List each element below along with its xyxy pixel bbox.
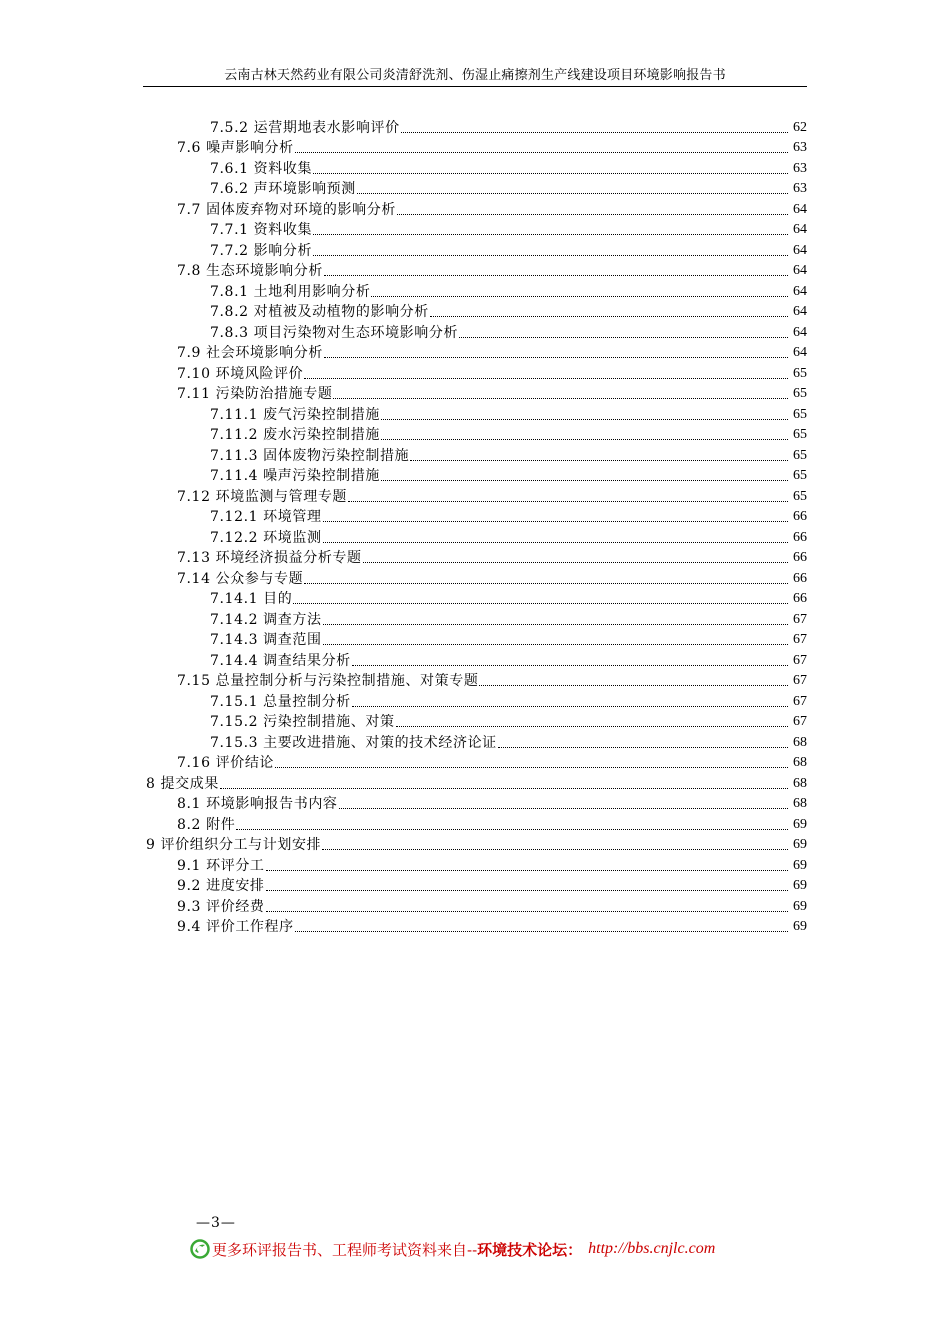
toc-entry-title: 7.11 污染防治措施专题 xyxy=(177,386,333,402)
toc-dot-leader xyxy=(236,829,788,830)
toc-entry-page: 66 xyxy=(793,550,807,565)
toc-entry-page: 66 xyxy=(793,570,807,586)
toc-entry[interactable] xyxy=(143,424,807,445)
toc-entry[interactable] xyxy=(143,526,807,547)
toc-dot-leader xyxy=(295,931,788,932)
toc-entry-title: 7.14.4 调查结果分析 xyxy=(210,652,351,669)
toc-dot-leader xyxy=(381,419,788,420)
toc-entry-title: 8 提交成果 xyxy=(146,775,219,792)
toc-entry-title: 7.8 生态环境影响分析 xyxy=(177,263,323,279)
toc-dot-leader xyxy=(313,255,788,256)
toc-entry-page: 67 xyxy=(793,652,807,668)
toc-entry-page: 67 xyxy=(793,693,807,709)
toc-entry-page: 66 xyxy=(793,591,807,606)
toc-dot-leader xyxy=(339,808,788,809)
page-number: —3— xyxy=(196,1215,236,1231)
toc-entry-title: 7.11.1 废气污染控制措施 xyxy=(210,406,380,423)
toc-entry-title: 7.12.1 环境管理 xyxy=(210,509,322,525)
toc-entry-title: 7.15.1 总量控制分析 xyxy=(210,693,351,710)
toc-entry-title: 7.11.3 固体废物污染控制措施 xyxy=(210,447,410,464)
toc-dot-leader xyxy=(357,193,788,194)
toc-entry-page: 68 xyxy=(793,755,807,770)
toc-entry-page: 65 xyxy=(793,386,807,401)
toc-dot-leader xyxy=(479,685,788,686)
toc-entry-title: 7.9 社会环境影响分析 xyxy=(177,345,323,361)
toc-entry[interactable] xyxy=(143,629,807,650)
toc-entry-page: 63 xyxy=(793,181,807,196)
toc-dot-leader xyxy=(295,152,788,153)
toc-dot-leader xyxy=(266,870,788,871)
toc-entry[interactable] xyxy=(143,547,807,568)
toc-entry[interactable] xyxy=(143,362,807,383)
toc-entry-title: 7.8.3 项目污染物对生态环境影响分析 xyxy=(210,324,459,341)
toc-entry[interactable] xyxy=(143,813,807,834)
toc-entry[interactable] xyxy=(143,116,807,137)
toc-entry[interactable] xyxy=(143,752,807,773)
toc-dot-leader xyxy=(401,132,788,133)
toc-entry[interactable] xyxy=(143,239,807,260)
toc-entry-page: 63 xyxy=(793,140,807,155)
toc-entry-page: 65 xyxy=(793,365,807,381)
toc-dot-leader xyxy=(371,296,788,297)
toc-entry[interactable] xyxy=(143,301,807,322)
toc-entry-title: 7.14 公众参与专题 xyxy=(177,570,304,587)
toc-entry-page: 69 xyxy=(793,878,807,893)
toc-entry-page: 65 xyxy=(793,447,807,463)
toc-entry[interactable] xyxy=(143,506,807,527)
toc-entry-page: 69 xyxy=(793,919,807,934)
toc-entry[interactable] xyxy=(143,403,807,424)
toc-dot-leader xyxy=(363,562,788,563)
toc-entry-title: 7.12.2 环境监测 xyxy=(210,529,322,546)
toc-entry[interactable] xyxy=(143,219,807,240)
toc-dot-leader xyxy=(397,214,788,215)
toc-entry-title: 7.15 总量控制分析与污染控制措施、对策专题 xyxy=(177,673,479,689)
toc-dot-leader xyxy=(430,316,788,317)
toc-entry[interactable] xyxy=(143,383,807,404)
toc-entry[interactable] xyxy=(143,465,807,486)
toc-entry-title: 7.7 固体废弃物对环境的影响分析 xyxy=(177,201,396,218)
header-divider xyxy=(143,86,807,87)
toc-entry-page: 65 xyxy=(793,406,807,422)
toc-dot-leader xyxy=(313,173,788,174)
toc-entry[interactable] xyxy=(143,834,807,855)
toc-entry-title: 7.14.1 目的 xyxy=(210,591,293,607)
toc-entry[interactable] xyxy=(143,670,807,691)
toc-entry-page: 65 xyxy=(793,427,807,442)
toc-dot-leader xyxy=(313,234,788,235)
toc-entry[interactable] xyxy=(143,444,807,465)
toc-dot-leader xyxy=(275,767,788,768)
toc-entry-title: 9.4 评价工作程序 xyxy=(177,919,294,935)
table-of-contents xyxy=(143,116,807,936)
toc-entry-title: 7.15.2 污染控制措施、对策 xyxy=(210,714,395,730)
toc-entry-title: 7.8.1 土地利用影响分析 xyxy=(210,283,371,300)
toc-entry[interactable] xyxy=(143,608,807,629)
toc-entry[interactable] xyxy=(143,588,807,609)
toc-entry[interactable] xyxy=(143,485,807,506)
toc-entry-page: 65 xyxy=(793,488,807,504)
toc-entry-page: 64 xyxy=(793,324,807,340)
toc-entry-title: 9.2 进度安排 xyxy=(177,878,265,894)
toc-entry[interactable] xyxy=(143,916,807,937)
toc-entry-page: 64 xyxy=(793,201,807,217)
toc-entry-page: 64 xyxy=(793,242,807,258)
toc-entry-title: 7.13 环境经济损益分析专题 xyxy=(177,550,362,566)
toc-entry[interactable] xyxy=(143,260,807,281)
toc-dot-leader xyxy=(348,501,788,502)
toc-dot-leader xyxy=(220,788,788,789)
toc-entry-page: 64 xyxy=(793,345,807,360)
toc-entry-page: 67 xyxy=(793,611,807,627)
forum-logo-icon xyxy=(190,1239,210,1259)
toc-dot-leader xyxy=(323,644,788,645)
toc-entry-page: 68 xyxy=(793,796,807,811)
toc-entry-page: 69 xyxy=(793,898,807,914)
page-header-title: 云南古林天然药业有限公司炎清舒洗剂、伤湿止痛擦剂生产线建设项目环境影响报告书 xyxy=(224,68,726,83)
toc-entry-title: 7.11.4 噪声污染控制措施 xyxy=(210,468,380,484)
toc-dot-leader xyxy=(324,357,788,358)
toc-entry-page: 64 xyxy=(793,283,807,299)
toc-dot-leader xyxy=(333,398,788,399)
toc-entry-title: 7.14.3 调查范围 xyxy=(210,632,322,648)
toc-entry-page: 66 xyxy=(793,529,807,545)
toc-entry-page: 69 xyxy=(793,857,807,873)
toc-entry-page: 67 xyxy=(793,714,807,729)
toc-dot-leader xyxy=(410,460,788,461)
toc-entry-page: 65 xyxy=(793,468,807,483)
toc-entry-page: 66 xyxy=(793,509,807,524)
toc-dot-leader xyxy=(323,542,788,543)
toc-entry[interactable] xyxy=(143,137,807,158)
toc-entry-title: 7.15.3 主要改进措施、对策的技术经济论证 xyxy=(210,734,497,751)
toc-entry-page: 63 xyxy=(793,160,807,176)
toc-entry-title: 7.12 环境监测与管理专题 xyxy=(177,488,348,505)
toc-dot-leader xyxy=(304,378,788,379)
footer-ad[interactable] xyxy=(190,1238,715,1260)
toc-entry[interactable] xyxy=(143,875,807,896)
toc-entry[interactable] xyxy=(143,772,807,793)
toc-dot-leader xyxy=(323,521,788,522)
toc-entry-title: 7.16 评价结论 xyxy=(177,755,275,771)
toc-dot-leader xyxy=(352,665,788,666)
toc-entry[interactable] xyxy=(143,178,807,199)
toc-entry-title: 7.8.2 对植被及动植物的影响分析 xyxy=(210,304,429,320)
toc-entry-page: 68 xyxy=(793,775,807,791)
toc-entry[interactable] xyxy=(143,854,807,875)
toc-entry-title: 8.1 环境影响报告书内容 xyxy=(177,796,338,812)
toc-dot-leader xyxy=(266,911,788,912)
toc-dot-leader xyxy=(322,849,788,850)
toc-entry[interactable] xyxy=(143,711,807,732)
toc-entry[interactable] xyxy=(143,280,807,301)
toc-entry-page: 64 xyxy=(793,304,807,319)
toc-dot-leader xyxy=(459,337,788,338)
toc-entry-page: 67 xyxy=(793,632,807,647)
toc-entry[interactable] xyxy=(143,342,807,363)
toc-entry-page: 67 xyxy=(793,673,807,688)
toc-entry-title: 7.7.2 影响分析 xyxy=(210,242,313,259)
toc-entry[interactable] xyxy=(143,731,807,752)
toc-entry[interactable] xyxy=(143,321,807,342)
toc-entry-title: 7.5.2 运营期地表水影响评价 xyxy=(210,119,400,136)
toc-dot-leader xyxy=(498,747,788,748)
toc-entry-page: 69 xyxy=(793,837,807,852)
toc-entry[interactable] xyxy=(143,649,807,670)
toc-entry-page: 68 xyxy=(793,734,807,750)
toc-entry-page: 64 xyxy=(793,263,807,278)
toc-entry-page: 69 xyxy=(793,816,807,832)
toc-entry-title: 7.6.2 声环境影响预测 xyxy=(210,181,356,197)
toc-entry-title: 7.6.1 资料收集 xyxy=(210,160,313,177)
toc-dot-leader xyxy=(324,275,788,276)
toc-entry[interactable] xyxy=(143,793,807,814)
toc-entry-title: 7.7.1 资料收集 xyxy=(210,222,313,238)
toc-dot-leader xyxy=(266,890,788,891)
footer-url-link[interactable]: http://bbs.cnjlc.com xyxy=(588,1240,716,1257)
toc-dot-leader xyxy=(381,439,788,440)
toc-entry[interactable] xyxy=(143,895,807,916)
footer-forum-name: 环境技术论坛： xyxy=(477,1240,583,1259)
toc-entry-title: 7.6 噪声影响分析 xyxy=(177,140,294,156)
toc-dot-leader xyxy=(381,480,788,481)
toc-entry-title: 7.11.2 废水污染控制措施 xyxy=(210,427,380,443)
toc-dot-leader xyxy=(293,603,788,604)
toc-entry-title: 8.2 附件 xyxy=(177,816,236,833)
toc-entry-page: 64 xyxy=(793,222,807,237)
toc-entry[interactable] xyxy=(143,157,807,178)
toc-entry-title: 9.1 环评分工 xyxy=(177,857,265,874)
toc-entry[interactable] xyxy=(143,567,807,588)
toc-entry-title: 9 评价组织分工与计划安排 xyxy=(146,837,322,853)
toc-entry-title: 7.14.2 调查方法 xyxy=(210,611,322,628)
toc-dot-leader xyxy=(396,726,788,727)
toc-dot-leader xyxy=(323,624,788,625)
toc-entry-page: 62 xyxy=(793,119,807,135)
toc-entry-title: 9.3 评价经费 xyxy=(177,898,265,915)
toc-dot-leader xyxy=(304,583,788,584)
toc-entry[interactable] xyxy=(143,198,807,219)
footer-text-prefix: 更多环评报告书、工程师考试资料来自-- xyxy=(212,1240,478,1259)
toc-dot-leader xyxy=(352,706,788,707)
toc-entry[interactable] xyxy=(143,690,807,711)
toc-entry-title: 7.10 环境风险评价 xyxy=(177,365,304,382)
